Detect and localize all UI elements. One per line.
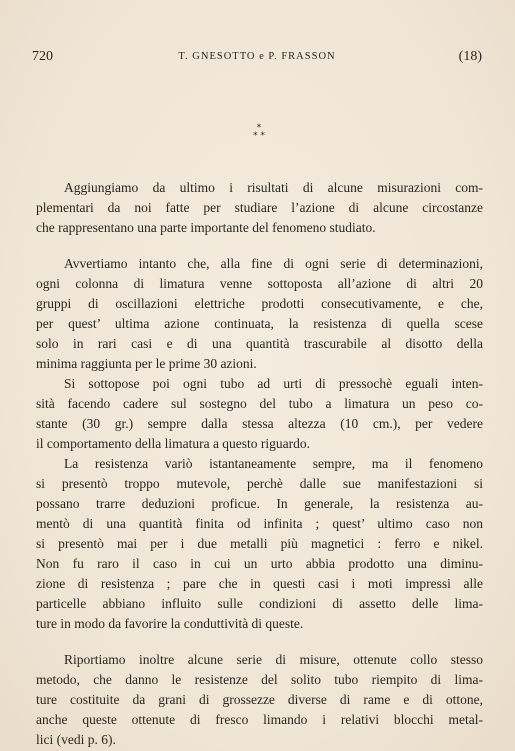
text-line: si presentò troppo mutevole, perchè dalle sue manifestazioni si [36, 476, 483, 491]
text-line: Si sottopose poi ogni tubo ad urti di pressochè eguali inten- [64, 376, 483, 391]
text-line: minima raggiunta per le prime 30 azioni. [36, 356, 257, 371]
text-line: sità facendo cadere sul sostegno del tubo a limatura un peso co- [36, 396, 483, 411]
asterism-ornament [248, 124, 270, 140]
paragraph-3 [36, 374, 483, 454]
text-line: possano trarre deduzioni proficue. In generale, la resistenza au- [36, 496, 483, 511]
text-line: gruppi di oscillazioni elettriche prodotti consecutivamente, e che, [36, 296, 483, 311]
text-line: plementari da noi fatte per studiare l’azione di alcune circostanze [36, 200, 483, 215]
paragraph-2 [36, 254, 483, 374]
paragraph-1 [36, 178, 483, 238]
text-line: anche queste ottenute di fresco limando i relativi blocchi metal- [36, 712, 483, 727]
page-header [32, 49, 482, 69]
text-line: per quest’ ultima azione continuata, la resistenza di quella scese [36, 316, 483, 331]
paragraph-gap [36, 238, 483, 254]
body-text [36, 178, 483, 750]
text-line: il comportamento della limatura a questo riguardo. [36, 436, 311, 451]
text-line: solo in rari casi e di una quantità trascurabile al disotto della [36, 336, 483, 351]
section-number: (18) [458, 49, 482, 64]
text-line: Avvertiamo intanto che, alla fine di ogni serie di determinazioni, [64, 256, 483, 271]
text-line: mentò di una quantità finita od infinita ; quest’ ultimo caso non [36, 516, 483, 531]
text-line: lici (vedi p. 6). [36, 732, 116, 747]
text-line: che rappresentano una parte importante del fenomeno studiato. [36, 220, 376, 235]
text-line: metodo, che danno le resistenze del solito tubo riempito di lima- [36, 672, 483, 687]
text-line: si presentò mai per i due metalli più magnetici : ferro e nikel. [36, 536, 483, 551]
text-line: zione di resistenza ; pare che in questi casi i moti impressi alle [36, 576, 483, 591]
text-line: La resistenza variò istantaneamente sempre, ma il fenomeno [64, 456, 483, 471]
running-title: T. GNESOTTO e P. FRASSON [178, 51, 336, 62]
text-line: ogni colonna di limatura venne sottoposta all’azione di altri 20 [36, 276, 483, 291]
text-line: Non fu raro il caso in cui un urto abbia prodotto una diminu- [36, 556, 483, 571]
asterism-bottom: * * [253, 131, 265, 141]
paragraph-5 [36, 650, 483, 750]
text-line: ture costituite da grani di grossezze diverse di rame e di ottone, [36, 692, 483, 707]
text-line: Riportiamo inoltre alcune serie di misure, ottenute collo stesso [64, 652, 483, 667]
text-line: stante (30 gr.) sempre dalla stessa altezza (10 cm.), per vedere [36, 416, 483, 431]
text-line: Aggiungiamo da ultimo i risultati di alcune misurazioni com- [64, 180, 483, 195]
paragraph-gap [36, 634, 483, 650]
text-line: ture in modo da favorire la conduttività di queste. [36, 616, 304, 631]
paragraph-4 [36, 454, 483, 634]
asterism-top: * [256, 123, 262, 133]
page-number: 720 [32, 49, 53, 64]
text-line: particelle abbiano influito sulle condizioni di assetto delle lima- [36, 596, 483, 611]
